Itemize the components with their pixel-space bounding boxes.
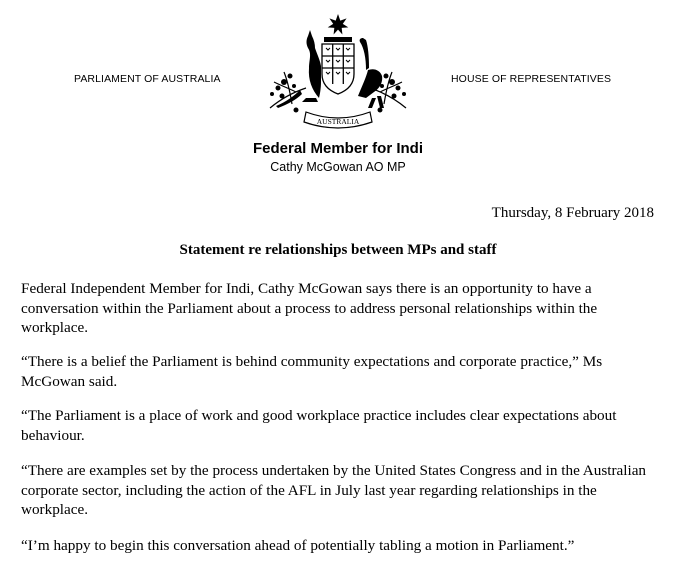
scroll-text: AUSTRALIA: [316, 117, 360, 126]
coat-of-arms-logo: [262, 12, 414, 140]
office-title: Federal Member for Indi: [252, 140, 424, 157]
paragraph: “The Parliament is a place of work and good workplace practice includes clear expectations about behaviour.: [21, 407, 617, 444]
parliament-label: PARLIAMENT OF AUSTRALIA: [74, 73, 221, 85]
commonwealth-star-icon: [328, 14, 349, 35]
emu-icon: [358, 38, 384, 108]
paragraph: Federal Independent Member for Indi, Cathy McGowan says there is an opportunity to have a conversation within the Parliament about a process to address personal relationships within the workplace.: [21, 280, 598, 336]
paragraph: “There are examples set by the process undertaken by the United States Congress and in the Australian corporate sector, including the action of the AFL in July last year regarding relationships in the workplace.: [21, 462, 647, 518]
paragraph: “I’m happy to begin this conversation ahead of potentially tabling a motion in Parliament.”: [21, 537, 575, 554]
release-date: Thursday, 8 February 2018: [491, 205, 654, 221]
house-label: HOUSE OF REPRESENTATIVES: [451, 73, 612, 85]
paragraph: “There is a belief the Parliament is behind community expectations and corporate practice,” Ms McGowan said.: [21, 353, 603, 390]
member-name: Cathy McGowan AO MP: [270, 160, 406, 174]
shield-icon: [322, 44, 354, 94]
statement-title: Statement re relationships between MPs and staff: [179, 242, 497, 258]
